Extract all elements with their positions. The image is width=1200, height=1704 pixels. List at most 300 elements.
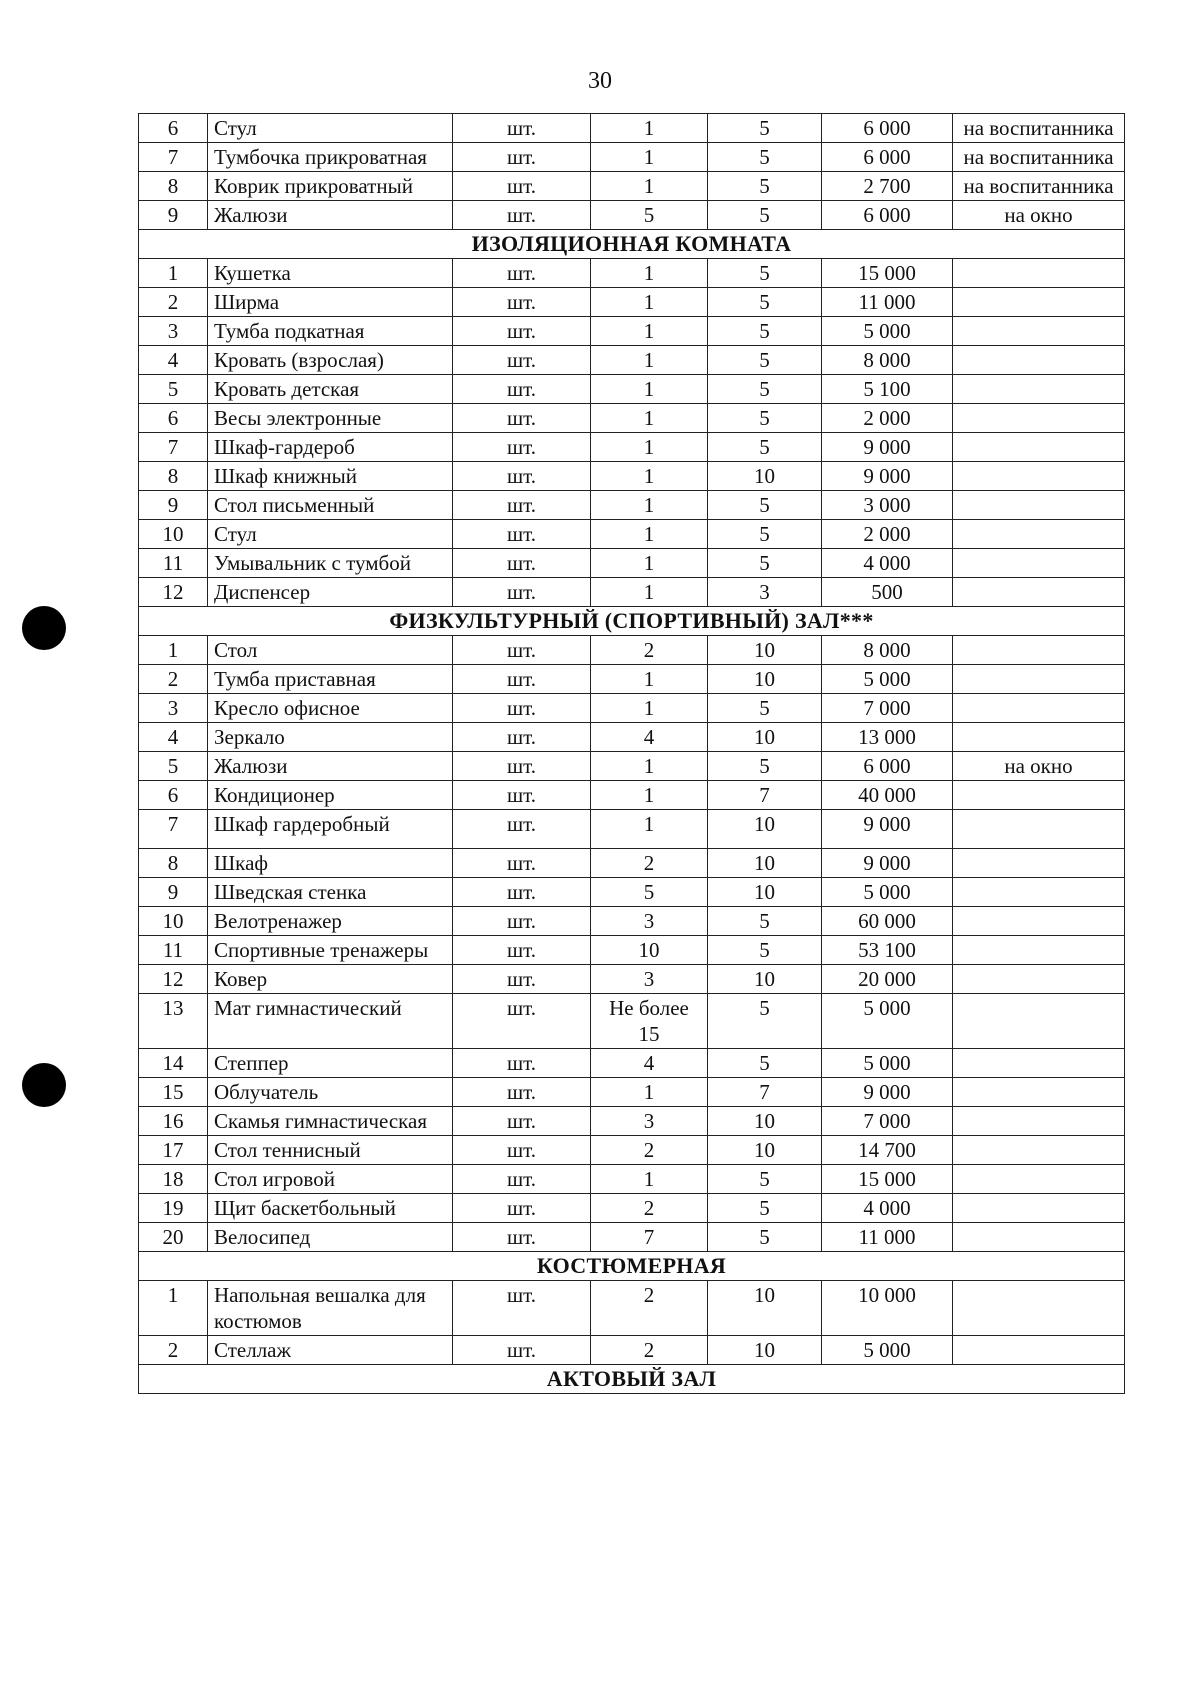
cell-years: 5 xyxy=(708,520,822,549)
cell-num: 8 xyxy=(139,849,208,878)
cell-years: 10 xyxy=(708,1281,822,1336)
cell-name: Стол теннисный xyxy=(208,1136,453,1165)
cell-note xyxy=(953,636,1125,665)
cell-qty: 1 xyxy=(591,752,708,781)
cell-price: 6 000 xyxy=(822,143,953,172)
cell-name: Стул xyxy=(208,114,453,143)
section-header-row xyxy=(139,230,1125,259)
cell-years: 10 xyxy=(708,462,822,491)
cell-qty: 1 xyxy=(591,781,708,810)
cell-name: Облучатель xyxy=(208,1078,453,1107)
cell-qty: 1 xyxy=(591,665,708,694)
cell-name: Щит баскетбольный xyxy=(208,1194,453,1223)
cell-num: 19 xyxy=(139,1194,208,1223)
inventory-table-body xyxy=(139,114,1125,1394)
cell-price: 8 000 xyxy=(822,346,953,375)
cell-unit: шт. xyxy=(453,520,591,549)
cell-qty: 3 xyxy=(591,907,708,936)
cell-num: 4 xyxy=(139,346,208,375)
cell-name: Шкаф-гардероб xyxy=(208,433,453,462)
cell-years: 5 xyxy=(708,1194,822,1223)
cell-name: Кушетка xyxy=(208,259,453,288)
cell-qty: 1 xyxy=(591,346,708,375)
table-row xyxy=(139,1336,1125,1365)
cell-name: Ковер xyxy=(208,965,453,994)
cell-qty: 3 xyxy=(591,965,708,994)
cell-name: Жалюзи xyxy=(208,201,453,230)
cell-price: 5 000 xyxy=(822,665,953,694)
inventory-table xyxy=(138,113,1125,1394)
cell-price: 20 000 xyxy=(822,965,953,994)
cell-price: 9 000 xyxy=(822,433,953,462)
cell-price: 5 000 xyxy=(822,317,953,346)
cell-num: 2 xyxy=(139,288,208,317)
cell-unit: шт. xyxy=(453,965,591,994)
table-row xyxy=(139,936,1125,965)
table-row xyxy=(139,1136,1125,1165)
cell-num: 2 xyxy=(139,1336,208,1365)
cell-price: 53 100 xyxy=(822,936,953,965)
cell-price: 5 000 xyxy=(822,1336,953,1365)
table-row xyxy=(139,143,1125,172)
cell-name: Тумбочка прикроватная xyxy=(208,143,453,172)
table-row xyxy=(139,578,1125,607)
cell-name: Зеркало xyxy=(208,723,453,752)
table-row xyxy=(139,346,1125,375)
cell-num: 5 xyxy=(139,752,208,781)
cell-price: 14 700 xyxy=(822,1136,953,1165)
cell-note xyxy=(953,1223,1125,1252)
cell-num: 20 xyxy=(139,1223,208,1252)
table-row xyxy=(139,549,1125,578)
cell-price: 15 000 xyxy=(822,1165,953,1194)
cell-unit: шт. xyxy=(453,878,591,907)
cell-years: 10 xyxy=(708,636,822,665)
cell-num: 5 xyxy=(139,375,208,404)
cell-years: 5 xyxy=(708,752,822,781)
cell-price: 2 000 xyxy=(822,520,953,549)
cell-qty: 2 xyxy=(591,1194,708,1223)
cell-years: 10 xyxy=(708,1107,822,1136)
cell-num: 7 xyxy=(139,810,208,849)
table-row xyxy=(139,317,1125,346)
cell-note xyxy=(953,491,1125,520)
cell-name: Стол письменный xyxy=(208,491,453,520)
cell-qty: 3 xyxy=(591,1107,708,1136)
cell-price: 9 000 xyxy=(822,849,953,878)
cell-qty: 1 xyxy=(591,1078,708,1107)
cell-unit: шт. xyxy=(453,143,591,172)
cell-note xyxy=(953,520,1125,549)
cell-price: 13 000 xyxy=(822,723,953,752)
cell-name: Кровать детская xyxy=(208,375,453,404)
cell-price: 60 000 xyxy=(822,907,953,936)
cell-years: 5 xyxy=(708,143,822,172)
cell-qty: 1 xyxy=(591,288,708,317)
cell-qty: 2 xyxy=(591,1281,708,1336)
cell-num: 8 xyxy=(139,462,208,491)
cell-num: 7 xyxy=(139,143,208,172)
cell-name: Кресло офисное xyxy=(208,694,453,723)
table-row xyxy=(139,433,1125,462)
table-row xyxy=(139,994,1125,1049)
cell-unit: шт. xyxy=(453,114,591,143)
cell-price: 3 000 xyxy=(822,491,953,520)
cell-price: 500 xyxy=(822,578,953,607)
cell-name: Спортивные тренажеры xyxy=(208,936,453,965)
cell-price: 6 000 xyxy=(822,114,953,143)
cell-unit: шт. xyxy=(453,1136,591,1165)
cell-years: 10 xyxy=(708,878,822,907)
cell-price: 4 000 xyxy=(822,1194,953,1223)
cell-unit: шт. xyxy=(453,201,591,230)
section-title: АКТОВЫЙ ЗАЛ xyxy=(139,1365,1125,1394)
cell-unit: шт. xyxy=(453,317,591,346)
cell-name: Стол игровой xyxy=(208,1165,453,1194)
cell-price: 5 100 xyxy=(822,375,953,404)
table-row xyxy=(139,288,1125,317)
table-row xyxy=(139,1078,1125,1107)
cell-name: Весы электронные xyxy=(208,404,453,433)
cell-num: 1 xyxy=(139,1281,208,1336)
cell-years: 10 xyxy=(708,810,822,849)
cell-name: Скамья гимнастическая xyxy=(208,1107,453,1136)
cell-note xyxy=(953,1194,1125,1223)
cell-note xyxy=(953,375,1125,404)
cell-note xyxy=(953,878,1125,907)
cell-num: 3 xyxy=(139,317,208,346)
cell-num: 9 xyxy=(139,878,208,907)
cell-note xyxy=(953,404,1125,433)
cell-unit: шт. xyxy=(453,1281,591,1336)
cell-unit: шт. xyxy=(453,810,591,849)
cell-qty: 1 xyxy=(591,143,708,172)
cell-unit: шт. xyxy=(453,549,591,578)
cell-num: 9 xyxy=(139,491,208,520)
cell-years: 10 xyxy=(708,665,822,694)
cell-note xyxy=(953,578,1125,607)
cell-num: 14 xyxy=(139,1049,208,1078)
cell-qty: 1 xyxy=(591,114,708,143)
cell-num: 2 xyxy=(139,665,208,694)
cell-years: 5 xyxy=(708,1223,822,1252)
cell-qty: 1 xyxy=(591,1165,708,1194)
cell-years: 5 xyxy=(708,375,822,404)
cell-years: 5 xyxy=(708,994,822,1049)
cell-years: 3 xyxy=(708,578,822,607)
cell-years: 7 xyxy=(708,781,822,810)
cell-qty: 2 xyxy=(591,849,708,878)
cell-years: 5 xyxy=(708,288,822,317)
table-row xyxy=(139,878,1125,907)
cell-note xyxy=(953,317,1125,346)
cell-years: 5 xyxy=(708,404,822,433)
cell-years: 10 xyxy=(708,849,822,878)
cell-price: 40 000 xyxy=(822,781,953,810)
page-number: 30 xyxy=(588,68,612,94)
cell-price: 2 000 xyxy=(822,404,953,433)
cell-num: 1 xyxy=(139,259,208,288)
cell-price: 11 000 xyxy=(822,288,953,317)
cell-years: 5 xyxy=(708,201,822,230)
cell-price: 9 000 xyxy=(822,462,953,491)
table-row xyxy=(139,694,1125,723)
cell-unit: шт. xyxy=(453,781,591,810)
table-row xyxy=(139,1223,1125,1252)
cell-years: 10 xyxy=(708,965,822,994)
cell-unit: шт. xyxy=(453,433,591,462)
cell-num: 17 xyxy=(139,1136,208,1165)
cell-years: 7 xyxy=(708,1078,822,1107)
cell-years: 10 xyxy=(708,1336,822,1365)
cell-unit: шт. xyxy=(453,375,591,404)
cell-num: 15 xyxy=(139,1078,208,1107)
cell-years: 5 xyxy=(708,907,822,936)
cell-num: 11 xyxy=(139,549,208,578)
cell-num: 3 xyxy=(139,694,208,723)
binder-hole-mark xyxy=(22,1063,66,1107)
cell-unit: шт. xyxy=(453,665,591,694)
section-header-row xyxy=(139,607,1125,636)
table-row xyxy=(139,907,1125,936)
cell-unit: шт. xyxy=(453,1336,591,1365)
cell-price: 5 000 xyxy=(822,1049,953,1078)
cell-name: Стол xyxy=(208,636,453,665)
cell-unit: шт. xyxy=(453,491,591,520)
cell-unit: шт. xyxy=(453,1049,591,1078)
cell-name: Шкаф xyxy=(208,849,453,878)
table-row xyxy=(139,849,1125,878)
cell-qty: 7 xyxy=(591,1223,708,1252)
cell-note xyxy=(953,1165,1125,1194)
cell-qty: 1 xyxy=(591,810,708,849)
cell-name: Велосипед xyxy=(208,1223,453,1252)
cell-unit: шт. xyxy=(453,1107,591,1136)
cell-name: Диспенсер xyxy=(208,578,453,607)
cell-unit: шт. xyxy=(453,723,591,752)
cell-note xyxy=(953,1336,1125,1365)
cell-years: 5 xyxy=(708,694,822,723)
table-row xyxy=(139,781,1125,810)
cell-unit: шт. xyxy=(453,1165,591,1194)
cell-unit: шт. xyxy=(453,936,591,965)
cell-note xyxy=(953,1107,1125,1136)
cell-num: 18 xyxy=(139,1165,208,1194)
cell-price: 8 000 xyxy=(822,636,953,665)
cell-note xyxy=(953,1136,1125,1165)
binder-hole-mark xyxy=(22,606,66,650)
cell-qty: 1 xyxy=(591,404,708,433)
cell-note xyxy=(953,810,1125,849)
cell-name: Ширма xyxy=(208,288,453,317)
section-title: ФИЗКУЛЬТУРНЫЙ (СПОРТИВНЫЙ) ЗАЛ*** xyxy=(139,607,1125,636)
table-row xyxy=(139,1049,1125,1078)
cell-note xyxy=(953,694,1125,723)
cell-qty: 1 xyxy=(591,694,708,723)
cell-unit: шт. xyxy=(453,752,591,781)
cell-years: 5 xyxy=(708,1049,822,1078)
cell-unit: шт. xyxy=(453,636,591,665)
cell-years: 10 xyxy=(708,723,822,752)
cell-unit: шт. xyxy=(453,994,591,1049)
cell-unit: шт. xyxy=(453,1223,591,1252)
cell-name: Тумба подкатная xyxy=(208,317,453,346)
cell-note: на окно xyxy=(953,201,1125,230)
cell-years: 5 xyxy=(708,549,822,578)
cell-years: 5 xyxy=(708,259,822,288)
cell-years: 5 xyxy=(708,172,822,201)
cell-years: 5 xyxy=(708,936,822,965)
cell-name: Напольная вешалка для костюмов xyxy=(208,1281,453,1336)
table-row xyxy=(139,520,1125,549)
cell-name: Кровать (взрослая) xyxy=(208,346,453,375)
cell-name: Шкаф книжный xyxy=(208,462,453,491)
table-row xyxy=(139,1107,1125,1136)
cell-name: Кондиционер xyxy=(208,781,453,810)
cell-num: 11 xyxy=(139,936,208,965)
cell-years: 5 xyxy=(708,491,822,520)
cell-name: Жалюзи xyxy=(208,752,453,781)
cell-price: 11 000 xyxy=(822,1223,953,1252)
table-row xyxy=(139,665,1125,694)
cell-note xyxy=(953,781,1125,810)
cell-note xyxy=(953,288,1125,317)
table-row xyxy=(139,1281,1125,1336)
cell-unit: шт. xyxy=(453,1194,591,1223)
cell-num: 10 xyxy=(139,520,208,549)
cell-note xyxy=(953,665,1125,694)
table-row xyxy=(139,259,1125,288)
cell-price: 7 000 xyxy=(822,1107,953,1136)
table-row xyxy=(139,636,1125,665)
cell-price: 5 000 xyxy=(822,994,953,1049)
cell-unit: шт. xyxy=(453,288,591,317)
cell-qty: 1 xyxy=(591,491,708,520)
cell-note xyxy=(953,259,1125,288)
section-header-row xyxy=(139,1365,1125,1394)
cell-name: Умывальник с тумбой xyxy=(208,549,453,578)
cell-num: 12 xyxy=(139,965,208,994)
cell-years: 5 xyxy=(708,317,822,346)
cell-price: 9 000 xyxy=(822,1078,953,1107)
cell-note xyxy=(953,1078,1125,1107)
cell-years: 10 xyxy=(708,1136,822,1165)
cell-price: 5 000 xyxy=(822,878,953,907)
table-row xyxy=(139,752,1125,781)
cell-note: на окно xyxy=(953,752,1125,781)
cell-price: 9 000 xyxy=(822,810,953,849)
cell-qty: 1 xyxy=(591,462,708,491)
table-row xyxy=(139,491,1125,520)
cell-unit: шт. xyxy=(453,694,591,723)
cell-qty: 4 xyxy=(591,723,708,752)
cell-unit: шт. xyxy=(453,462,591,491)
cell-note xyxy=(953,723,1125,752)
cell-name: Тумба приставная xyxy=(208,665,453,694)
cell-price: 7 000 xyxy=(822,694,953,723)
table-row xyxy=(139,201,1125,230)
cell-note xyxy=(953,433,1125,462)
cell-qty: 1 xyxy=(591,172,708,201)
cell-unit: шт. xyxy=(453,849,591,878)
cell-qty: 1 xyxy=(591,375,708,404)
cell-num: 1 xyxy=(139,636,208,665)
cell-name: Стул xyxy=(208,520,453,549)
cell-note xyxy=(953,907,1125,936)
cell-qty: 1 xyxy=(591,317,708,346)
cell-price: 6 000 xyxy=(822,201,953,230)
cell-num: 7 xyxy=(139,433,208,462)
section-title: ИЗОЛЯЦИОННАЯ КОМНАТА xyxy=(139,230,1125,259)
cell-note xyxy=(953,1049,1125,1078)
cell-num: 12 xyxy=(139,578,208,607)
cell-name: Шведская стенка xyxy=(208,878,453,907)
cell-price: 2 700 xyxy=(822,172,953,201)
cell-qty: 2 xyxy=(591,636,708,665)
table-row xyxy=(139,810,1125,849)
cell-qty: 5 xyxy=(591,878,708,907)
table-row xyxy=(139,462,1125,491)
cell-note xyxy=(953,936,1125,965)
cell-note: на воспитанника xyxy=(953,172,1125,201)
cell-note xyxy=(953,462,1125,491)
cell-unit: шт. xyxy=(453,578,591,607)
cell-price: 4 000 xyxy=(822,549,953,578)
cell-note xyxy=(953,346,1125,375)
cell-note: на воспитанника xyxy=(953,114,1125,143)
cell-note xyxy=(953,965,1125,994)
cell-years: 5 xyxy=(708,433,822,462)
cell-qty: 1 xyxy=(591,259,708,288)
cell-unit: шт. xyxy=(453,172,591,201)
cell-qty: 2 xyxy=(591,1136,708,1165)
cell-num: 6 xyxy=(139,114,208,143)
cell-name: Шкаф гардеробный xyxy=(208,810,453,849)
cell-qty: 5 xyxy=(591,201,708,230)
cell-name: Мат гимнастический xyxy=(208,994,453,1049)
cell-unit: шт. xyxy=(453,907,591,936)
cell-unit: шт. xyxy=(453,259,591,288)
table-row xyxy=(139,965,1125,994)
cell-name: Стеллаж xyxy=(208,1336,453,1365)
table-row xyxy=(139,404,1125,433)
cell-num: 6 xyxy=(139,404,208,433)
table-row xyxy=(139,375,1125,404)
cell-qty: 1 xyxy=(591,578,708,607)
cell-qty: 10 xyxy=(591,936,708,965)
cell-qty: 1 xyxy=(591,549,708,578)
cell-unit: шт. xyxy=(453,404,591,433)
table-row xyxy=(139,1194,1125,1223)
section-header-row xyxy=(139,1252,1125,1281)
cell-qty: 1 xyxy=(591,433,708,462)
table-row xyxy=(139,1165,1125,1194)
cell-note xyxy=(953,1281,1125,1336)
cell-qty: 4 xyxy=(591,1049,708,1078)
cell-note xyxy=(953,549,1125,578)
cell-note xyxy=(953,849,1125,878)
cell-num: 6 xyxy=(139,781,208,810)
cell-num: 10 xyxy=(139,907,208,936)
cell-num: 13 xyxy=(139,994,208,1049)
cell-num: 8 xyxy=(139,172,208,201)
table-row xyxy=(139,172,1125,201)
table-row xyxy=(139,723,1125,752)
cell-years: 5 xyxy=(708,346,822,375)
cell-qty: 2 xyxy=(591,1336,708,1365)
cell-num: 4 xyxy=(139,723,208,752)
cell-num: 9 xyxy=(139,201,208,230)
